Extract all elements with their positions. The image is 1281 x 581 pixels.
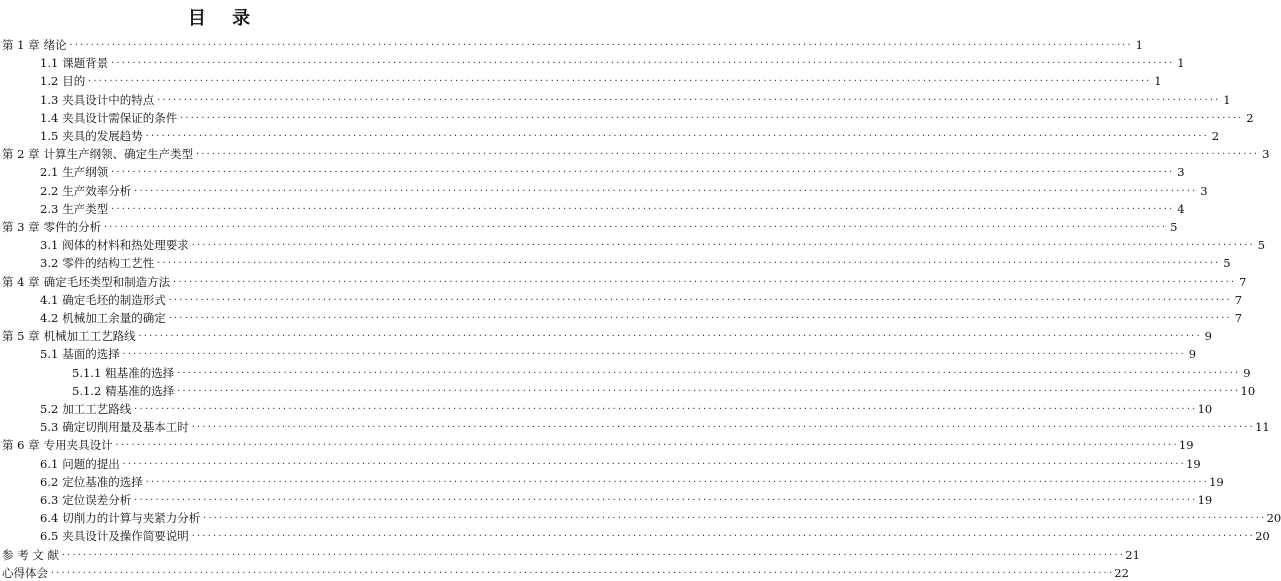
toc-entry-number: 6.3 bbox=[40, 493, 59, 507]
toc-entry[interactable] bbox=[0, 234, 1266, 253]
toc-entry[interactable] bbox=[0, 161, 1185, 180]
toc-dot-leader: ........................................................................................................................................................................................................ bbox=[167, 292, 1232, 302]
toc-entry-page: 5 bbox=[1223, 256, 1231, 271]
toc-entry-label: 夹具设计需保证的条件 bbox=[62, 110, 178, 125]
toc-entry-page: 1 bbox=[1135, 38, 1143, 52]
toc-entry-page: 9 bbox=[1204, 329, 1212, 344]
toc-entry[interactable] bbox=[0, 434, 1194, 453]
toc-entry-page: 1 bbox=[1154, 74, 1162, 89]
toc-dot-leader: ........................................................................................................................................................................................................ bbox=[172, 274, 1236, 284]
toc-entry-label: 基面的选择 bbox=[62, 347, 120, 362]
toc-entry-page: 19 bbox=[1186, 456, 1201, 471]
toc-entry-number: 第 2 章 bbox=[2, 147, 40, 162]
toc-entry-page: 3 bbox=[1200, 183, 1208, 198]
toc-entry-number: 第 6 章 bbox=[2, 438, 40, 453]
toc-entry-label: 夹具设计及操作简要说明 bbox=[62, 529, 189, 544]
toc-entry[interactable] bbox=[0, 180, 1208, 198]
toc-dot-leader: ........................................................................................................................................................................................................ bbox=[179, 110, 1243, 120]
toc-entry-number: 4.1 bbox=[40, 292, 59, 307]
toc-entry-number: 5.2 bbox=[40, 402, 59, 416]
toc-entry-label: 阀体的材料和热处理要求 bbox=[62, 238, 189, 253]
toc-entry-page: 1 bbox=[1177, 56, 1185, 71]
toc-entry-number: 第 5 章 bbox=[2, 329, 40, 344]
toc-dot-leader: ........................................................................................................................................................................................................ bbox=[103, 220, 1167, 229]
toc-entry-page: 4 bbox=[1177, 201, 1185, 216]
toc-dot-leader: ........................................................................................................................................................................................................ bbox=[50, 565, 1114, 575]
toc-entry-number: 1.2 bbox=[40, 74, 59, 89]
toc-entry-page: 3 bbox=[1177, 165, 1185, 180]
toc-entry-label: 定位误差分析 bbox=[62, 493, 132, 507]
toc-dot-leader: ........................................................................................................................................................................................................ bbox=[121, 347, 1186, 357]
toc-entry-page: 21 bbox=[1125, 547, 1140, 562]
toc-dot-leader: ........................................................................................................................................................................................................ bbox=[133, 183, 1197, 193]
toc-entry-page: 5 bbox=[1257, 238, 1266, 253]
toc-dot-leader: ........................................................................................................................................................................................................ bbox=[60, 547, 1125, 557]
toc-entry-label: 粗基准的选择 bbox=[105, 365, 175, 380]
toc-entry[interactable] bbox=[0, 544, 1140, 562]
toc-entry-number: 5.3 bbox=[40, 420, 59, 435]
toc-dot-leader: ........................................................................................................................................................................................................ bbox=[110, 201, 1174, 211]
toc-entry-label: 夹具的发展趋势 bbox=[62, 129, 143, 143]
toc-entry-label: 心得体会 bbox=[2, 565, 48, 580]
toc-entry-label: 零件的分析 bbox=[43, 220, 102, 234]
toc-entry-label: 确定毛坯类型和制造方法 bbox=[43, 274, 171, 289]
toc-entry[interactable] bbox=[0, 525, 1270, 544]
toc-entry[interactable] bbox=[0, 198, 1185, 216]
toc-dot-leader: ........................................................................................................................................................................................................ bbox=[133, 493, 1197, 502]
toc-entry[interactable] bbox=[0, 70, 1162, 89]
toc-dot-leader: ........................................................................................................................................................................................................ bbox=[144, 129, 1209, 138]
toc-entry-label: 机械加工余量的确定 bbox=[62, 311, 166, 325]
toc-entry[interactable] bbox=[0, 125, 1220, 143]
toc-entry-number: 4.2 bbox=[40, 311, 59, 325]
toc-entry[interactable] bbox=[0, 362, 1251, 380]
toc-entry-number: 2.3 bbox=[40, 201, 59, 216]
toc-entry-number: 第 3 章 bbox=[2, 220, 40, 234]
toc-entry-number: 3.2 bbox=[40, 256, 59, 271]
toc-dot-leader: ........................................................................................................................................................................................................ bbox=[156, 256, 1220, 266]
toc-dot-leader: ........................................................................................................................................................................................................ bbox=[68, 38, 1132, 47]
toc-entry[interactable] bbox=[0, 52, 1185, 71]
toc-entry-page: 19 bbox=[1197, 493, 1213, 507]
toc-entry[interactable] bbox=[0, 107, 1254, 125]
toc-entry-number: 5.1 bbox=[40, 347, 59, 362]
toc-entry-number: 5.1.1 bbox=[72, 365, 102, 380]
toc-entry-label: 定位基准的选择 bbox=[62, 474, 143, 489]
toc-dot-leader: ........................................................................................................................................................................................................ bbox=[156, 92, 1220, 102]
toc-entry-page: 1 bbox=[1223, 92, 1231, 107]
toc-entry-number: 2.2 bbox=[40, 183, 59, 198]
toc-dot-leader: ........................................................................................................................................................................................................ bbox=[190, 420, 1255, 430]
toc-entry[interactable] bbox=[0, 343, 1197, 362]
toc-dot-leader: ........................................................................................................................................................................................................ bbox=[144, 474, 1209, 484]
toc-entry[interactable] bbox=[0, 489, 1213, 507]
toc-entry-number: 6.5 bbox=[40, 529, 59, 544]
toc-entry[interactable] bbox=[0, 453, 1201, 471]
toc-entry-number: 5.1.2 bbox=[72, 383, 102, 398]
toc-dot-leader: ........................................................................................................................................................................................................ bbox=[176, 365, 1240, 375]
toc-dot-leader: ........................................................................................................................................................................................................ bbox=[167, 311, 1232, 320]
toc-entry[interactable] bbox=[0, 216, 1178, 234]
toc-entry-page: 20 bbox=[1266, 511, 1281, 526]
toc-entry-number: 1.3 bbox=[40, 92, 59, 107]
toc-entry-page: 9 bbox=[1188, 347, 1197, 362]
toc-entry-number: 6.1 bbox=[40, 456, 59, 471]
toc-entry[interactable] bbox=[0, 325, 1212, 344]
toc-dot-leader: ........................................................................................................................................................................................................ bbox=[190, 529, 1255, 539]
toc-entry-page: 19 bbox=[1209, 474, 1224, 489]
toc-entry-label: 零件的结构工艺性 bbox=[62, 256, 155, 271]
toc-entry-page: 22 bbox=[1114, 565, 1129, 580]
toc-entry-page: 3 bbox=[1262, 147, 1270, 162]
toc-entry-page: 10 bbox=[1240, 383, 1256, 398]
toc-entry-label: 课题背景 bbox=[62, 56, 109, 71]
toc-entry-label: 确定切削用量及基本工时 bbox=[62, 420, 189, 435]
toc-entry-page: 20 bbox=[1255, 529, 1270, 544]
toc-entry[interactable] bbox=[0, 252, 1231, 271]
toc-entry[interactable] bbox=[0, 34, 1143, 52]
toc-entry-number: 1.5 bbox=[40, 129, 59, 143]
toc-entry-page: 10 bbox=[1197, 402, 1213, 416]
toc-entry-page: 5 bbox=[1170, 220, 1178, 234]
toc-entry-number: 2.1 bbox=[40, 165, 59, 180]
toc-entry-label: 夹具设计中的特点 bbox=[62, 92, 155, 107]
toc-dot-leader: ........................................................................................................................................................................................................ bbox=[133, 402, 1197, 411]
toc-entry[interactable] bbox=[0, 143, 1270, 162]
toc-entry-label: 计算生产纲领、确定生产类型 bbox=[43, 147, 194, 162]
toc-dot-leader: ........................................................................................................................................................................................................ bbox=[87, 74, 1151, 84]
toc-entry-number: 1.4 bbox=[40, 110, 59, 125]
toc-entry[interactable] bbox=[0, 380, 1256, 398]
toc-dot-leader: ........................................................................................................................................................................................................ bbox=[195, 147, 1259, 157]
toc-entry-page: 9 bbox=[1243, 365, 1251, 380]
toc-entry-page: 19 bbox=[1178, 438, 1194, 453]
toc-dot-leader: ........................................................................................................................................................................................................ bbox=[176, 383, 1240, 393]
toc-dot-leader: ........................................................................................................................................................................................................ bbox=[202, 511, 1266, 521]
toc-entry-label: 生产类型 bbox=[62, 201, 109, 216]
toc-entry-page: 7 bbox=[1234, 311, 1243, 325]
toc-entry-label: 参 考 文 献 bbox=[2, 547, 59, 562]
toc-entry[interactable] bbox=[0, 507, 1281, 526]
toc-entry[interactable] bbox=[0, 562, 1129, 580]
toc-entry-number: 第 1 章 bbox=[2, 38, 40, 52]
toc-entry[interactable] bbox=[0, 416, 1270, 435]
toc-dot-leader: ........................................................................................................................................................................................................ bbox=[110, 165, 1174, 175]
toc-entry-number: 1.1 bbox=[40, 56, 59, 71]
toc-entry-number: 3.1 bbox=[40, 238, 59, 253]
toc-entry-number: 6.2 bbox=[40, 474, 59, 489]
toc-entry-label: 专用夹具设计 bbox=[43, 438, 113, 453]
toc-entry[interactable] bbox=[0, 398, 1213, 416]
toc-entry-label: 精基准的选择 bbox=[105, 383, 175, 398]
toc-entry-number: 6.4 bbox=[40, 511, 59, 526]
toc-entry[interactable] bbox=[0, 89, 1231, 107]
toc-entry-page: 2 bbox=[1211, 129, 1220, 143]
toc-dot-leader: ........................................................................................................................................................................................................ bbox=[110, 56, 1174, 66]
toc-entry-label: 目的 bbox=[62, 74, 86, 89]
toc-entry-label: 绪论 bbox=[43, 38, 67, 52]
toc-entry-label: 切削力的计算与夹紧力分析 bbox=[62, 511, 201, 526]
toc-entry-number: 第 4 章 bbox=[2, 274, 40, 289]
toc-entry-page: 7 bbox=[1234, 292, 1243, 307]
toc-entry[interactable] bbox=[0, 307, 1243, 325]
toc-dot-leader: ........................................................................................................................................................................................................ bbox=[190, 238, 1255, 248]
toc-entry-page: 2 bbox=[1246, 110, 1254, 125]
toc-title: 目 录 bbox=[187, 8, 261, 29]
toc-entry-label: 问题的提出 bbox=[62, 456, 120, 471]
toc-dot-leader: ........................................................................................................................................................................................................ bbox=[114, 438, 1178, 448]
toc-entry-label: 生产效率分析 bbox=[62, 183, 132, 198]
toc-entry[interactable] bbox=[0, 471, 1224, 489]
toc-entry-page: 7 bbox=[1239, 274, 1247, 289]
toc-entry[interactable] bbox=[0, 289, 1243, 307]
toc-entry[interactable] bbox=[0, 271, 1247, 289]
toc-dot-leader: ........................................................................................................................................................................................................ bbox=[137, 329, 1201, 339]
toc-entry-label: 加工工艺路线 bbox=[62, 402, 132, 416]
toc-entry-page: 11 bbox=[1255, 420, 1270, 435]
toc-entry-label: 生产纲领 bbox=[62, 165, 109, 180]
toc-entry-label: 机械加工工艺路线 bbox=[43, 329, 136, 344]
toc-dot-leader: ........................................................................................................................................................................................................ bbox=[121, 456, 1186, 466]
toc-entry-label: 确定毛坯的制造形式 bbox=[62, 292, 166, 307]
